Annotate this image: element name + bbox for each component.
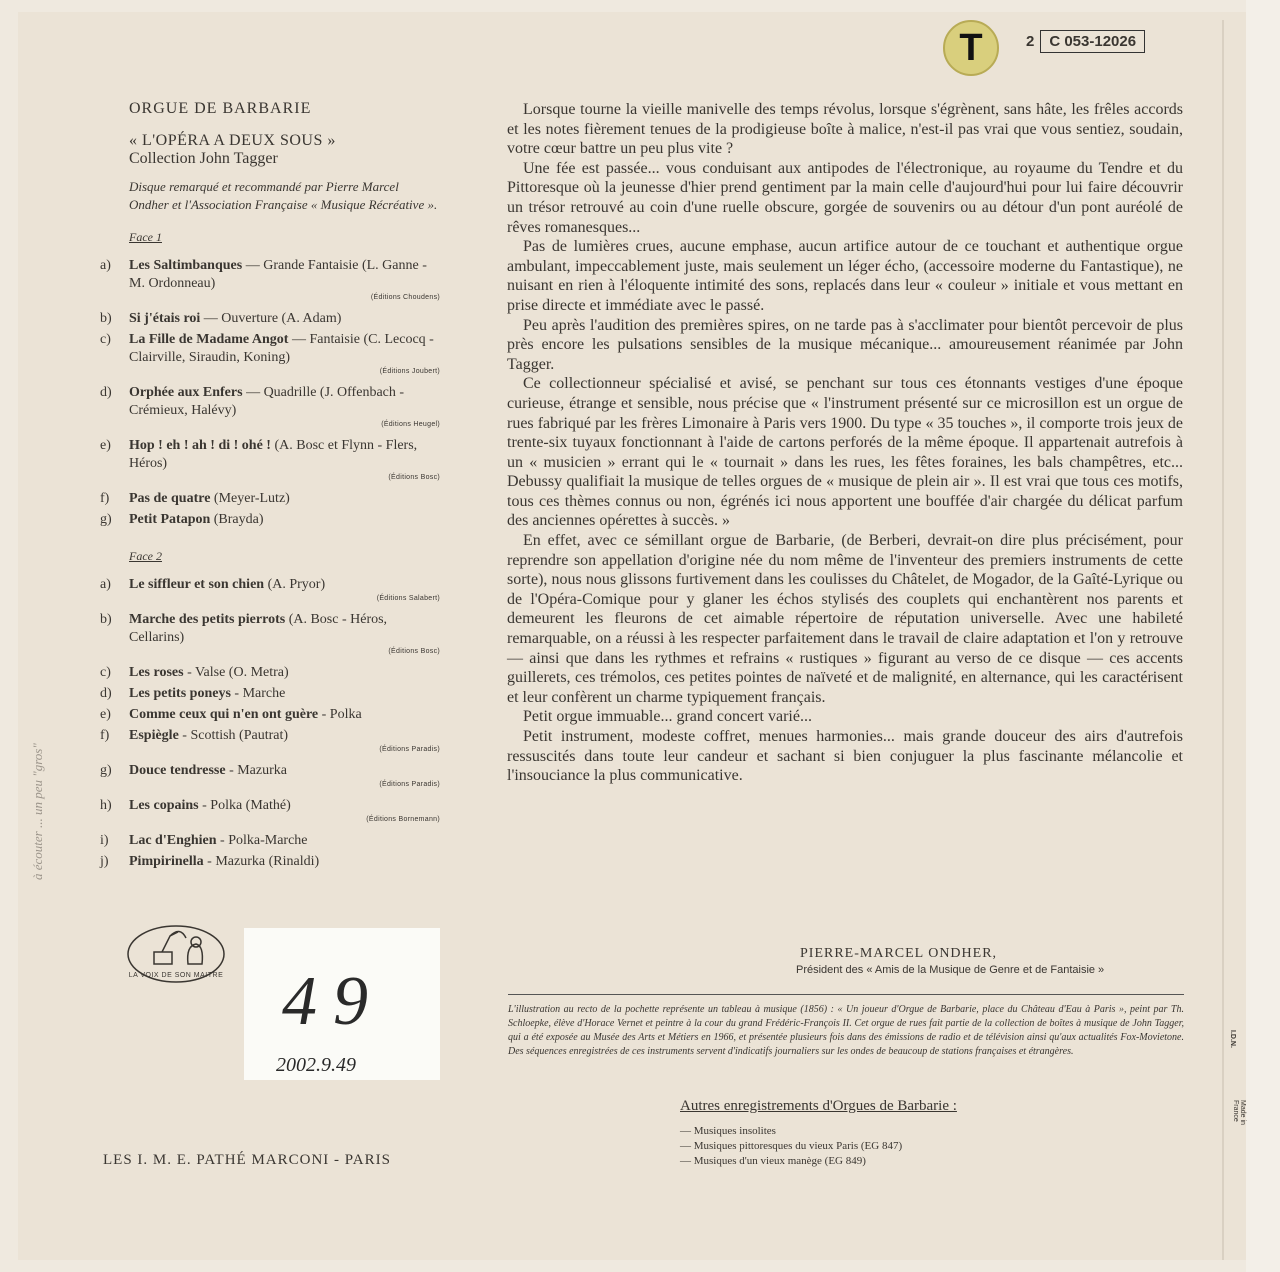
track-detail: - Marche <box>234 686 286 701</box>
author-signature: PIERRE-MARCEL ONDHER, <box>800 946 998 961</box>
author-title: Président des « Amis de la Musique de Genre et de Fantaisie » <box>796 964 1105 976</box>
track-title: Les Saltimbanques <box>129 258 243 273</box>
sleeve-edge <box>1246 0 1280 1272</box>
track-title: Les petits poneys <box>129 686 231 701</box>
track-letter: f) <box>100 491 110 506</box>
track-letter: a) <box>100 577 111 592</box>
track-row <box>100 331 440 381</box>
track-detail: — Grande Fantaisie (L. Ganne - M. Ordonneau) <box>129 258 427 291</box>
liner-paragraph: Ce collectionneur spécialisé et avisé, se penchant sur tous ces étonnants vestiges d'une époque curieuse, étrange et sensible, nous précise que « l'instrument présenté sur ce microsillon est un orgue de rues fabriqué par les frères Limonaire à Paris vers 1900. Du type « 35 touches », il comporte trois jeux de trente-six tuyaux fonctionnant à l'aide de cartons perforés de la même époque. Il appartenait autrefois à un « musicien » errant qui le « tournait » dans les rues, les fêtes foraines, les bals champêtres, etc... Debussy qualifiait la musique de telles orgues de « musique de plein air ». Il est vrai que tous ces motifs, tous ces thèmes connus ou non, égrénés ici nous apportent une bouffée d'air chargée du délicat parfum des anciennes opérettes à succès. » <box>507 375 1183 530</box>
track-row <box>100 685 440 703</box>
track-title: Pimpirinella <box>129 854 204 869</box>
liner-paragraph: Pas de lumières crues, aucune emphase, aucun artifice autour de ce touchant et authentique orgue ambulant, impeccablement juste, mais seulement un léger écho, (accessoire moderne du Fantastique), ne nuisant en rien à l'éloquente intimité des sons, replacés dans leur « couleur » initiale et vous mettant en prise directe et immédiate avec le passé. <box>507 238 1183 314</box>
track-detail: - Polka (Mathé) <box>202 798 291 813</box>
track-row <box>100 832 440 850</box>
sticker-code: 2002.9.49 <box>276 1054 356 1076</box>
track-title: Orphée aux Enfers <box>129 385 243 400</box>
logo-caption: LA VOIX DE SON MAITRE <box>128 972 224 979</box>
track-row <box>100 511 440 529</box>
track-title: Les roses <box>129 665 184 680</box>
liner-paragraph: Petit orgue immuable... grand concert varié... <box>523 708 812 726</box>
track-row <box>100 257 440 307</box>
pencil-note: à écouter ... un peu "gros" <box>30 743 45 880</box>
track-letter: h) <box>100 798 112 813</box>
track-detail: - Valse (O. Metra) <box>187 665 289 680</box>
track-letter: i) <box>100 833 109 848</box>
track-row <box>100 664 440 682</box>
track-letter: c) <box>100 665 111 680</box>
track-row <box>100 490 440 508</box>
divider <box>508 994 1184 995</box>
liner-paragraph: Une fée est passée... vous conduisant aux antipodes de l'électronique, au royaume du Tendre et du Pittoresque où la jeunesse d'hier prend gentiment par la main celle d'aujourd'hui pour lui faire découvrir un trésor retrouvé au coin d'une ruelle obscure, gorgée de souvenirs ou au détour d'un pont auréolé de rêves romanesques... <box>507 159 1183 236</box>
track-letter: a) <box>100 258 111 273</box>
track-title: Pas de quatre <box>129 491 211 506</box>
track-editions: (Éditions Paradis) <box>379 781 440 788</box>
recommendation-note: Disque remarqué et recommandé par Pierre Marcel Ondher et l'Association Française « Musique Récréative ». <box>129 179 438 212</box>
collection-name: Collection John Tagger <box>129 150 278 167</box>
track-title: Hop ! eh ! ah ! di ! ohé ! <box>129 438 271 453</box>
track-letter: c) <box>100 332 111 347</box>
track-letter: g) <box>100 763 112 778</box>
track-row <box>100 576 440 608</box>
track-editions: (Éditions Bosc) <box>388 648 440 655</box>
track-letter: j) <box>100 854 109 869</box>
track-detail: - Mazurka <box>229 763 287 778</box>
t-badge-sticker <box>943 20 999 76</box>
track-title: La Fille de Madame Angot <box>129 332 289 347</box>
tracklist-column <box>100 100 440 874</box>
liner-paragraph: Lorsque tourne la vieille manivelle des temps révolus, lorsque s'égrènent, sans hâte, les frêles accords et les notes fièrement tenues de la prodigieuse boîte à malice, n'est-il pas vrai que vous sentiez, soudain, votre cœur battre un peu plus vite ? <box>507 101 1183 158</box>
track-title: Les copains <box>129 798 199 813</box>
made-in-france: Made in France <box>1232 1100 1246 1125</box>
catalog-number <box>1026 30 1145 53</box>
track-detail: (A. Pryor) <box>267 577 326 592</box>
track-editions: (Éditions Heugel) <box>381 421 440 428</box>
album-subheading: « L'OPÉRA A DEUX SOUS » <box>129 132 336 149</box>
other-recording-item: — Musiques d'un vieux manège (EG 849) <box>680 1155 866 1167</box>
track-letter: d) <box>100 686 112 701</box>
track-row <box>100 611 440 661</box>
track-detail: - Mazurka (Rinaldi) <box>207 854 320 869</box>
other-recording-item: — Musiques insolites <box>680 1125 776 1137</box>
face1-tracklist <box>100 257 440 529</box>
track-editions: (Éditions Bosc) <box>388 474 440 481</box>
catalog-code: C 053-12026 <box>1040 30 1145 53</box>
track-detail: (Brayda) <box>213 512 264 527</box>
idn-mark: I.D.N. <box>1229 1030 1236 1048</box>
label-footer: LES I. M. E. PATHÉ MARCONI - PARIS <box>103 1152 391 1168</box>
track-title: Petit Patapon <box>129 512 211 527</box>
track-detail: - Scottish (Pautrat) <box>182 728 289 743</box>
track-letter: f) <box>100 728 110 743</box>
track-title: Espiègle <box>129 728 179 743</box>
track-title: Douce tendresse <box>129 763 226 778</box>
track-editions: (Éditions Choudens) <box>370 294 440 301</box>
badge-letter: T <box>959 26 983 69</box>
track-editions: (Éditions Salabert) <box>376 595 440 602</box>
track-title: Comme ceux qui n'en ont guère <box>129 707 319 722</box>
other-recordings-list <box>680 1124 902 1169</box>
liner-notes <box>507 100 1183 786</box>
face2-label: Face 2 <box>129 549 162 563</box>
other-recording-item: — Musiques pittoresques du vieux Paris (EG 847) <box>680 1140 903 1152</box>
illustration-note: L'illustration au recto de la pochette représente un tableau à musique (1856) : « Un joueur d'Orgue de Barbarie, place du Château d'Eau à Paris », peint par Th. Schloepke, élève d'Horace Vernet et peintre à la cour du grand Frédéric-François II. Cet orgue de rues fait partie de la collection de boîtes à musique de John Tagger, qui a été exposée au Musée des Arts et Métiers en 1966, et présentée plusieurs fois dans des émissions de radio et de télévision ainsi qu'aux actualités Fox-Movietone. Des séquences enregistrées de ces instruments servent d'indicatifs journaliers sur les ondes de beaucoup de stations françaises et étrangères. <box>508 1004 1184 1057</box>
track-letter: b) <box>100 612 112 627</box>
track-detail: - Polka-Marche <box>220 833 308 848</box>
track-title: Si j'étais roi <box>129 311 201 326</box>
track-row <box>100 437 440 487</box>
sticker-number: 49 <box>282 963 384 1040</box>
track-detail: — Quadrille (J. Offenbach - Crémieux, Halévy) <box>129 385 405 418</box>
track-letter: d) <box>100 385 112 400</box>
track-editions: (Éditions Bornemann) <box>366 816 440 823</box>
track-detail: (A. Bosc et Flynn - Flers, Héros) <box>129 438 418 471</box>
face1-label: Face 1 <box>129 230 162 244</box>
track-row <box>100 384 440 434</box>
liner-paragraph: En effet, avec ce sémillant orgue de Barbarie, (de Berberi, devrait-on dire plus précisément, pour reprendre son appellation d'origine née du nom même de l'inventeur des premiers instruments de cette sorte), nous nous glissons furtivement dans les coulisses du Châtelet, de Mogador, de la Gaîté-Lyrique ou de l'Opéra-Comique pour y glaner les échos stylisés des couplets qui enchantèrent nos parents et demeurent les fleurons de cet aimable répertoire de réputation universelle. Avec une habileté remarquable, on a réussi à les respecter parfaitement dans le travail de claire adaptation et l'on y retrouve — ainsi que dans les rythmes et refrains « rustiques » figurant au verso de ce disque — ces accents guillerets, ces trémolos, ces petites pointes de naïveté et de malignité, en alternance, qui les caractérisent et leur confèrent un charme typiquement français. <box>507 532 1183 706</box>
other-recordings-heading: Autres enregistrements d'Orgues de Barbarie : <box>680 1098 957 1114</box>
track-letter: g) <box>100 512 112 527</box>
track-detail: (A. Bosc - Héros, Cellarins) <box>129 612 388 645</box>
track-row <box>100 762 440 794</box>
track-letter: e) <box>100 707 111 722</box>
track-detail: (Meyer-Lutz) <box>213 491 290 506</box>
track-row <box>100 727 440 759</box>
liner-paragraph: Petit instrument, modeste coffret, menues harmonies... mais grande douceur des airs d'autrefois ressuscités dans toute leur candeur et sachant si bien conjuguer la plus fascinante mélancolie et l'insouciance la plus communicative. <box>507 728 1183 785</box>
track-row <box>100 797 440 829</box>
track-row <box>100 706 440 724</box>
track-detail: - Polka <box>321 707 362 722</box>
track-letter: b) <box>100 311 112 326</box>
track-title: Le siffleur et son chien <box>129 577 265 592</box>
track-title: Lac d'Enghien <box>129 833 217 848</box>
liner-paragraph: Peu après l'audition des premières spires, on ne tarde pas à s'acclimater pour bientôt percevoir de plus près encore les pulsations sensibles de la musique mécanique... amoureusement réanimée par John Tagger. <box>507 316 1183 373</box>
album-heading: ORGUE DE BARBARIE <box>129 100 312 117</box>
track-title: Marche des petits pierrots <box>129 612 286 627</box>
track-letter: e) <box>100 438 111 453</box>
track-detail: — Fantaisie (C. Lecocq - Clairville, Siraudin, Koning) <box>129 332 434 365</box>
track-row <box>100 310 440 328</box>
catalog-prefix: 2 <box>1026 33 1035 50</box>
track-editions: (Éditions Joubert) <box>379 368 440 375</box>
track-editions: (Éditions Paradis) <box>379 746 440 753</box>
track-row <box>100 853 440 871</box>
face2-tracklist <box>100 576 440 871</box>
spine-fold <box>1222 20 1224 1260</box>
track-detail: — Ouverture (A. Adam) <box>203 311 342 326</box>
